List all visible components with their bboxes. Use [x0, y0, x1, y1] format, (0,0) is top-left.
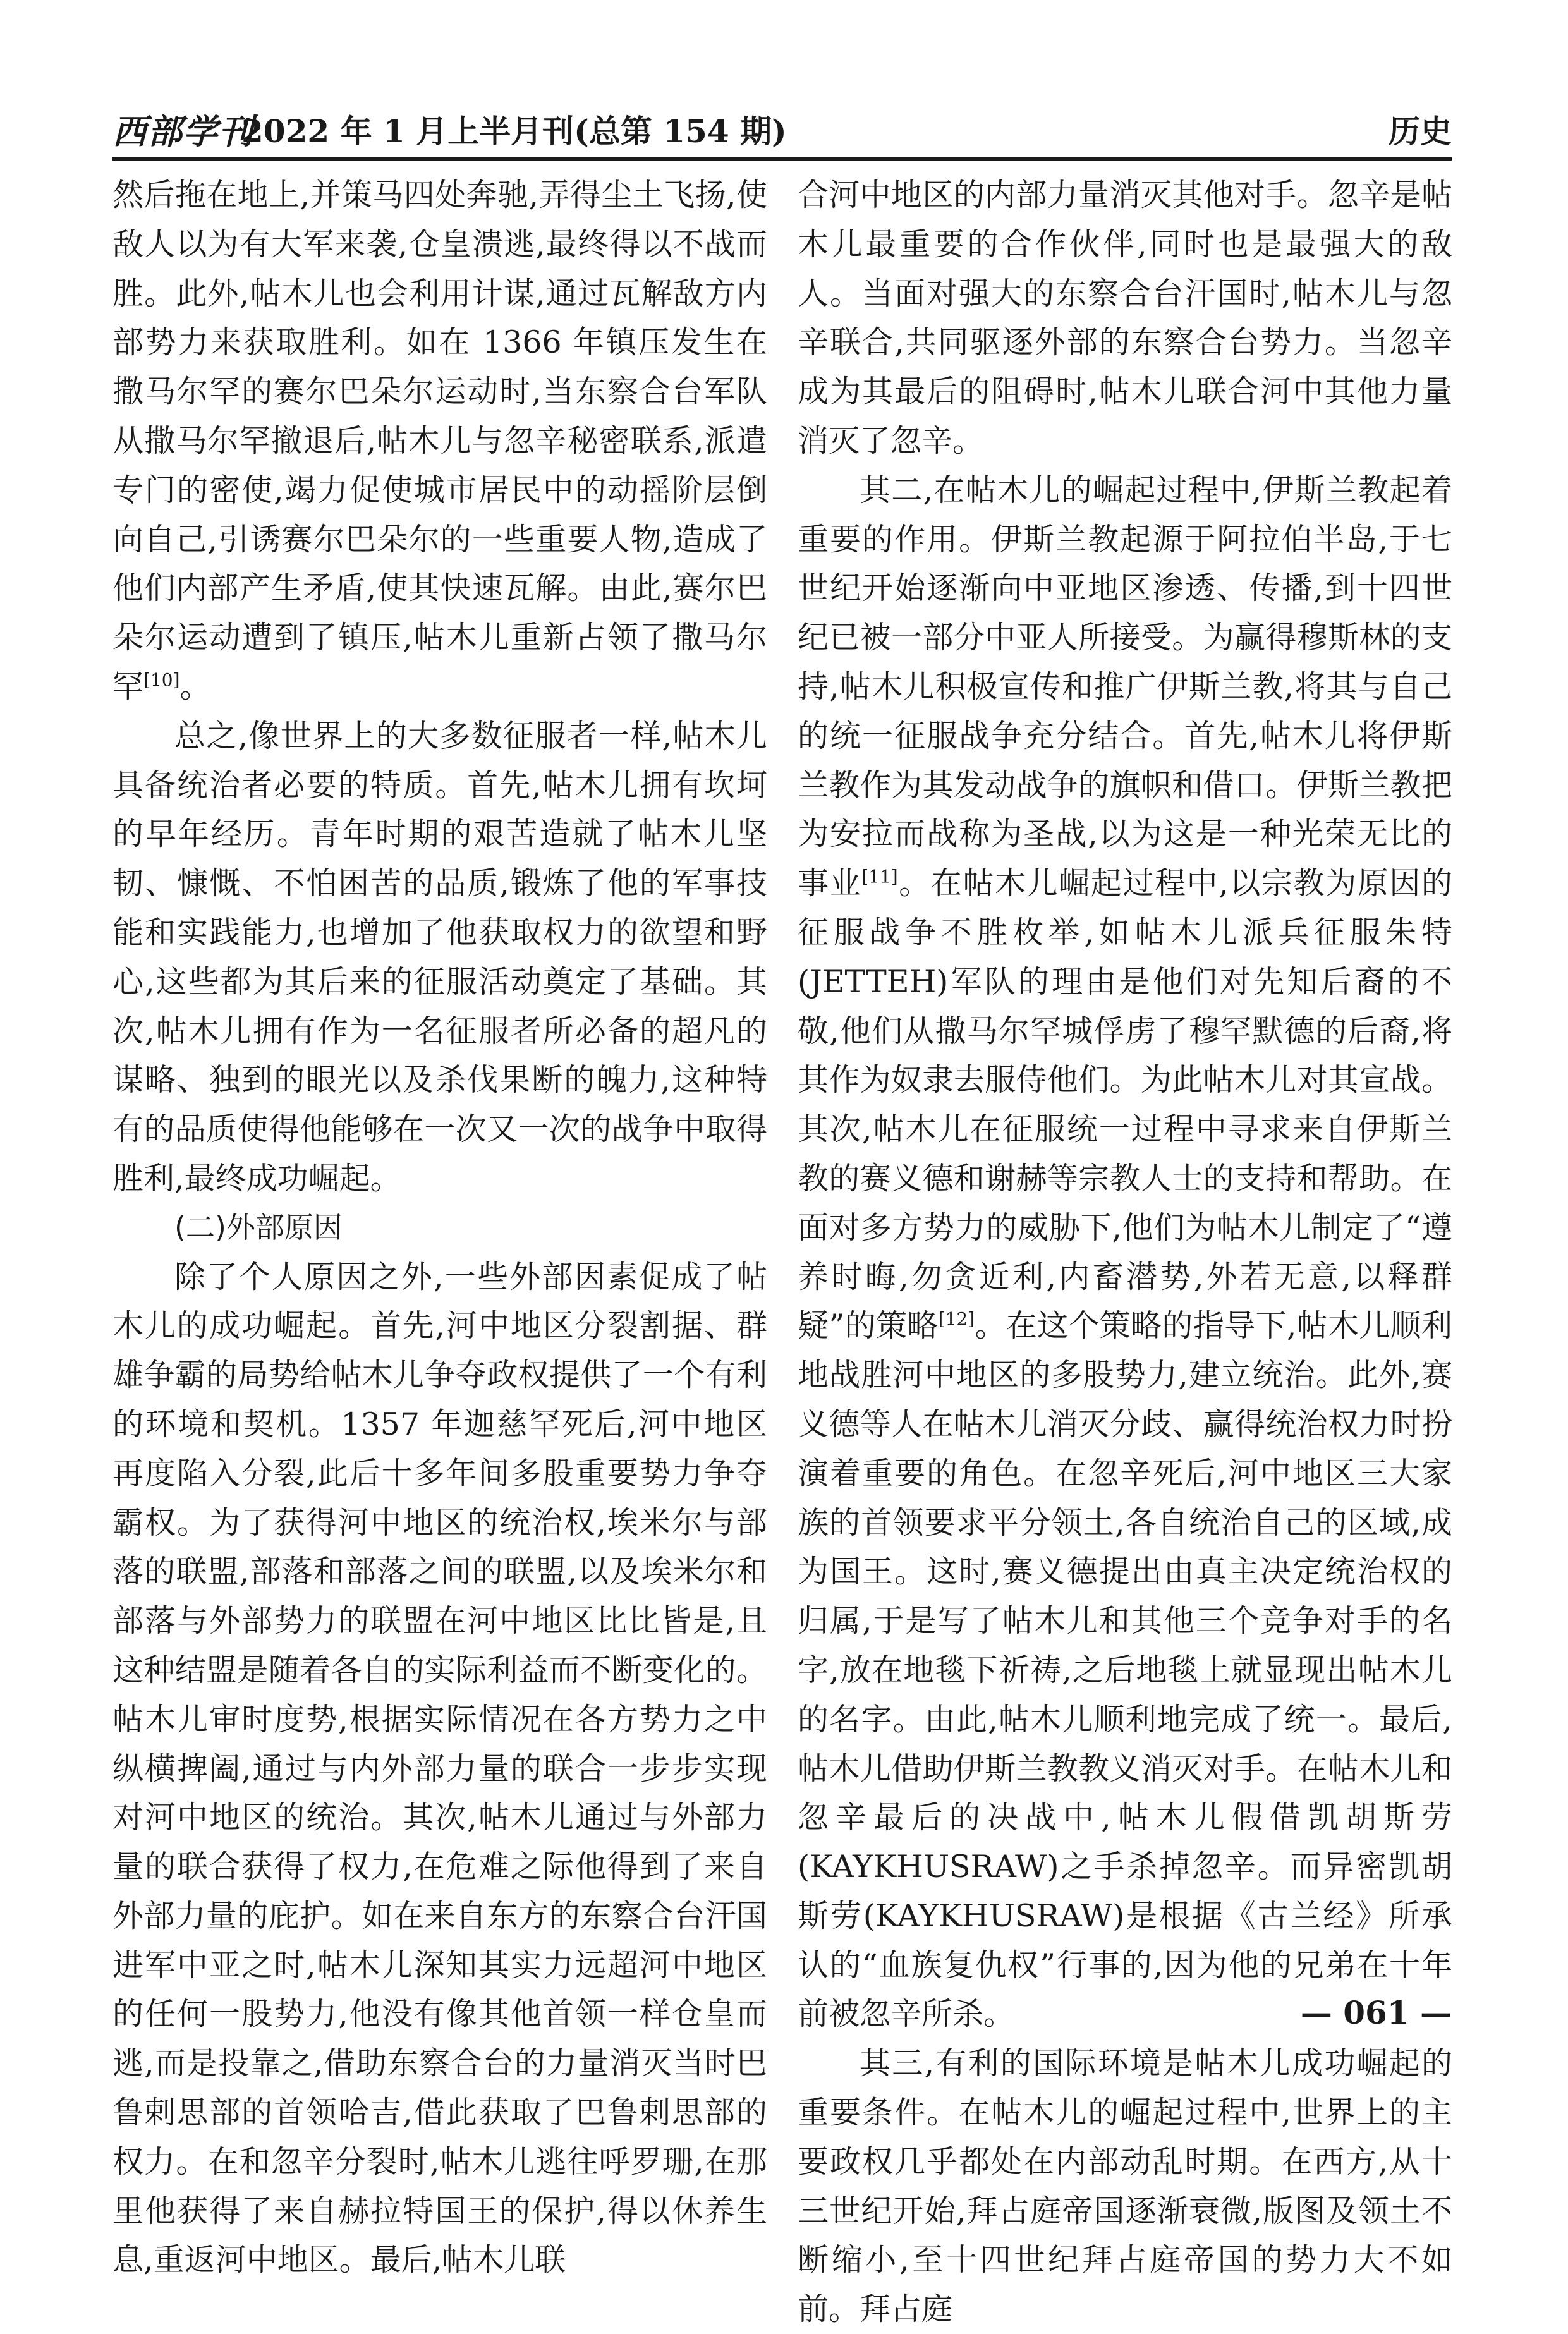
section-subheading: (二)外部原因	[174, 1210, 343, 1244]
journal-logo: 西部学刊	[112, 111, 254, 152]
paragraph-continuation-right: 合河中地区的内部力量消灭其他对手。忽辛是帖木儿最重要的合作伙伴,同时也是最强大的敌人。当面对强大的东察合台汗国时,帖木儿与忽辛联合,共同驱逐外部的东察合台势力。当忽辛成为其最后的阻碍时,帖木儿联合河中其他力量消灭了忽辛。	[798, 177, 1452, 459]
paragraph-continuation	[112, 171, 767, 712]
paragraph-external-factors: 除了个人原因之外,一些外部因素促成了帖木儿的成功崛起。首先,河中地区分裂割据、群雄争霸的局势给帖木儿争夺政权提供了一个有利的环境和契机。1357 年迦慈罕死后,河中地区再度陷入分裂,此后十多年间多股重要势力争夺霸权。为了获得河中地区的统治权,埃米尔与部落的联盟,部落和部落之间的联盟,以及埃米尔和部落与外部势力的联盟在河中地区比比皆是,且这种结盟是随着各自的实际利益而不断变化的。帖木儿审时度势,根据实际情况在各方势力之中纵横捭阖,通过与内外部力量的联合一步步实现对河中地区的统治。其次,帖木儿通过与外部力量的联合获得了权力,在危难之际他得到了来自外部力量的庇护。如在来自东方的东察合台汗国进军中亚之时,帖木儿深知其实力远超河中地区的任何一股势力,他没有像其他首领一样仓皇而逃,而是投靠之,借助东察合台的力量消灭当时巴鲁剌思部的首领哈吉,借此获取了巴鲁剌思部的权力。在和忽辛分裂时,帖木儿逃往呼罗珊,在那里他获得了来自赫拉特国王的保护,得以休养生息,重返河中地区。最后,帖木儿联	[112, 1258, 767, 2278]
paragraph-text-end: 。	[179, 668, 211, 705]
citation-ref: [12]	[938, 1309, 975, 1330]
paragraph-summary: 总之,像世界上的大多数征服者一样,帖木儿具备统治者必要的特质。首先,帖木儿拥有坎坷的早年经历。青年时期的艰苦造就了帖木儿坚韧、慷慨、不怕困苦的品质,锻炼了他的军事技能和实践能力,也增加了他获取权力的欲望和野心,这些都为其后来的征服活动奠定了基础。其次,帖木儿拥有作为一名征服者所必备的超凡的谋略、独到的眼光以及杀伐果断的魄力,这种特有的品质使得他能够在一次又一次的战争中取得胜利,最终成功崛起。	[112, 717, 767, 1196]
section-label: 历史	[1389, 112, 1452, 150]
citation-ref: [11]	[861, 866, 898, 887]
header-rule	[112, 157, 1452, 161]
paragraph-text: 其二,在帖木儿的崛起过程中,伊斯兰教起着重要的作用。伊斯兰教起源于阿拉伯半岛,于七世纪开始逐渐向中亚地区渗透、传播,到十四世纪已被一部分中亚人所接受。为赢得穆斯林的支持,帖木儿积极宣传和推广伊斯兰教,将其与自己的统一征服战争充分结合。首先,帖木儿将伊斯兰教作为其发动战争的旗帜和借口。伊斯兰教把为安拉而战称为圣战,以为这是一种光荣无比的事业	[798, 471, 1452, 902]
citation-ref: [10]	[143, 669, 180, 691]
left-column	[112, 171, 767, 2285]
page-number: — 061 —	[1300, 1994, 1452, 2031]
paragraph-islam	[798, 466, 1452, 2039]
paragraph-text: 。在这个策略的指导下,帖木儿顺利地战胜河中地区的多股势力,建立统治。此外,赛义德等人在帖木儿消灭分歧、赢得统治权力时扮演着重要的角色。在忽辛死后,河中地区三大家族的首领要求平分领土,各自统治自己的区域,成为国王。这时,赛义德提出由真主决定统治权的归属,于是写了帖木儿和其他三个竞争对手的名字,放在地毯下祈祷,之后地毯上就显现出帖木儿的名字。由此,帖木儿顺利地完成了统一。最后,帖木儿借助伊斯兰教教义消灭对手。在帖木儿和忽辛最后的决战中,帖木儿假借凯胡斯劳(KAYKHUSRAW)之手杀掉忽辛。而异密凯胡斯劳(KAYKHUSRAW)是根据《古兰经》所承认的“血族复仇权”行事的,因为他的兄弟在十年前被忽辛所杀。	[798, 1308, 1452, 2033]
issue-info: 2022 年 1 月上半月刊(总第 154 期)	[241, 112, 787, 150]
paragraph-text: 然后拖在地上,并策马四处奔驰,弄得尘土飞扬,使敌人以为有大军来袭,仓皇溃逃,最终得以不战而胜。此外,帖木儿也会利用计谋,通过瓦解敌方内部势力来获取胜利。如在 1366 年镇压发生在撒马尔罕的赛尔巴朵尔运动时,当东察合台军队从撒马尔罕撤退后,帖木儿与忽辛秘密联系,派遣专门的密使,竭力促使城市居民中的动摇阶层倒向自己,引诱赛尔巴朵尔的一些重要人物,造成了他们内部产生矛盾,使其快速瓦解。由此,赛尔巴朵尔运动遭到了镇压,帖木儿重新占领了撒马尔罕	[112, 177, 767, 705]
paragraph-international: 其三,有利的国际环境是帖木儿成功崛起的重要条件。在帖木儿的崛起过程中,世界上的主要政权几乎都处在内部动乱时期。在西方,从十三世纪开始,拜占庭帝国逐渐衰微,版图及领土不断缩小,至十四世纪拜占庭帝国的势力大不如前。拜占庭	[798, 2045, 1452, 2328]
paragraph-text: 。在帖木儿崛起过程中,以宗教为原因的征服战争不胜枚举,如帖木儿派兵征服朱特(JETTEH)军队的理由是他们对先知后裔的不敬,他们从撒马尔罕城俘虏了穆罕默德的后裔,将其作为奴隶去服侍他们。为此帖木儿对其宣战。其次,帖木儿在征服统一过程中寻求来自伊斯兰教的赛义德和谢赫等宗教人士的支持和帮助。在面对多方势力的威胁下,他们为帖木儿制定了“遵养时晦,勿贪近利,内畜潜势,外若无意,以释群疑”的策略	[798, 865, 1452, 1344]
page-header	[112, 101, 1452, 152]
